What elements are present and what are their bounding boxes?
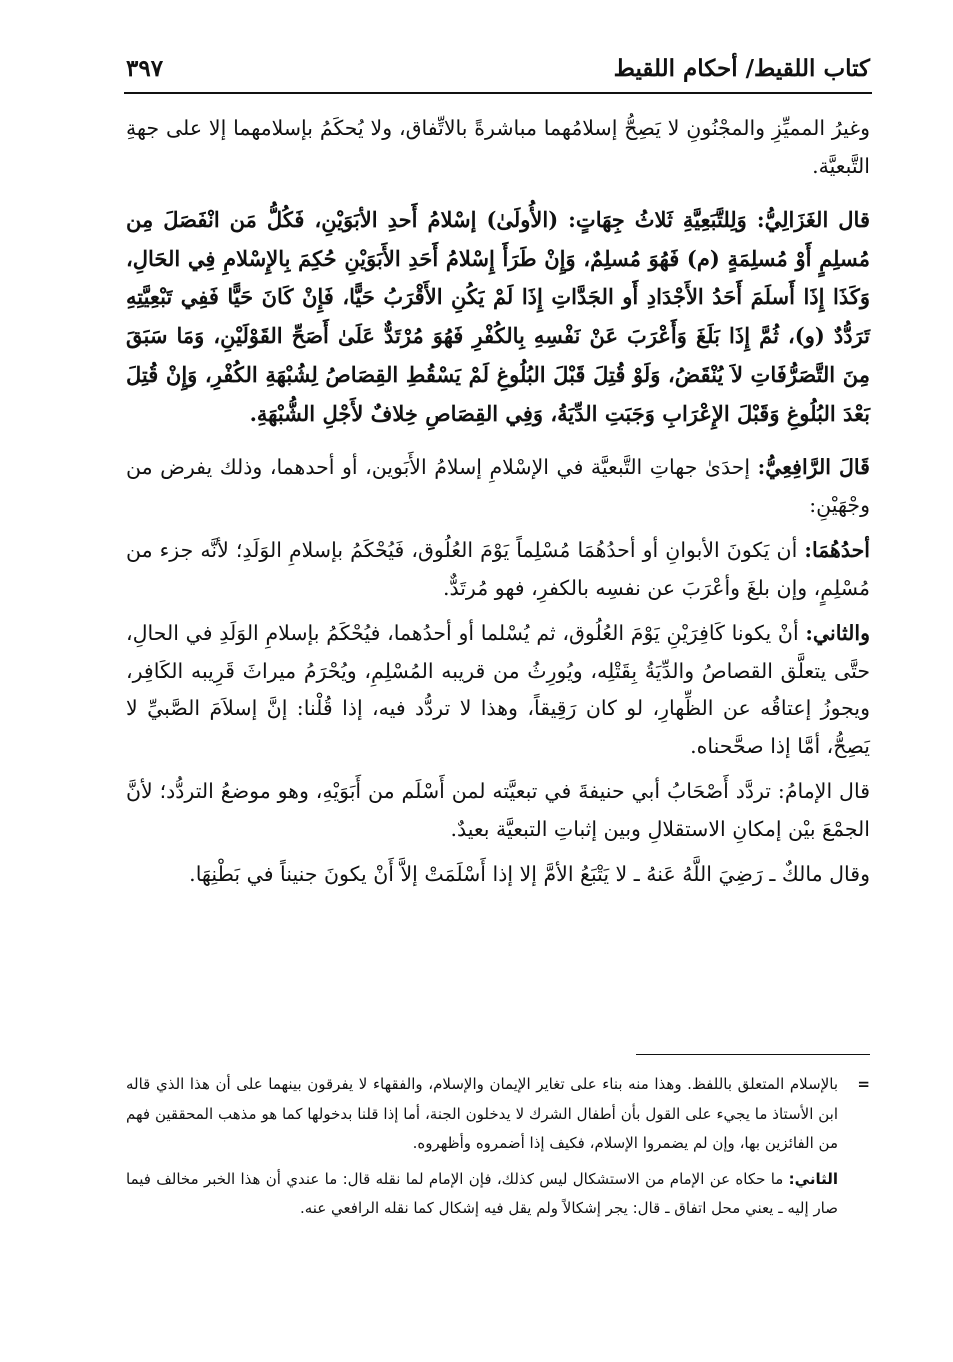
paragraph-malik: وقال مالكٌ ـ رَضِيَ اللَّهُ عَنهُ ـ لا يَتْبَعُ الأمَّ إلا إذا أَسْلَمَتْ إلاَّ أَنْ يكونَ جنيناً في بَطْنِهَا. [189, 862, 870, 887]
first-way-text: أن يَكونَ الأبوانِ أو أحدُهُمَا مُسْلِماً يَوْمَ العُلُوق، فَيُحْكَمُ بإسلامِ الوَلَدِ؛ لأنَّه جزء من مُسْلِمٍ، وإن بلغَ وأعْرَبَ عن نفسِه بالكفرِ، فهو مُرتَدٌّ. [126, 538, 870, 600]
rafii-lead: قَالَ الرَّافِعِيُّ: [757, 455, 870, 480]
footnote-divider [636, 1054, 870, 1055]
paragraph-imam: قال الإمامُ: تردَّد أَصْحَابُ أبي حنيفةَ في تبعيَّته لمن أَسْلَم من أَبَوَيْهِ، وهو موضعُ التردُّد؛ لأنَّ الجمْعَ بيْن إمكانِ الاستقلالِ وبين إثباتِ التبعيَّة بعيدٌ. [126, 779, 870, 841]
page-header [126, 46, 870, 90]
first-way-lead: أحدُهُمَا: [804, 538, 870, 563]
paragraph-ghazali [126, 201, 870, 433]
paragraph-second-way [126, 615, 870, 765]
running-title: كتاب اللقيط/ أحكام اللقيط [613, 54, 870, 82]
page-number: ٣٩٧ [126, 54, 164, 82]
paragraph-rafii [126, 449, 870, 524]
footnote-1-text: بالإسلام المتعلق باللفظ. وهذا منه بناء على تغاير الإيمان والإسلام، والفقهاء لا يفرقون بينهما على أن هذا الذي قاله ابن الأستاذ ما يجيء على القول بأن أطفال الشرك لا يدخلون الجنة، أما إذا قلنا بدخولها كما هو مذهب المحققين فهم من الفائزين بها، وإن لم يضمروا الإسلام، فكيف إذا أضمروه وأظهروه. [126, 1075, 838, 1152]
footnote-2-text: ما حكاه عن الإمام من الاستشكال ليس كذلك، فإن الإمام لما نقله قال: ما عندي أن هذا الخبر مخالف فيما صار إليه ـ يعني محل اتفاق ـ قال: يجر إشكالاً ولم يقل فيه إشكال كما نقله الرافعي عنه. [126, 1169, 838, 1217]
header-divider [124, 92, 872, 94]
rafii-text: إحدَىٰ جهاتِ التَّبعيَّة في الإسْلامِ إسلامُ الأَبَوين، أو أحدهما، وذلك يفرض من وجْهَيْنِ: [126, 455, 870, 517]
ghazali-text: وَلِلتَّبَعِيَّةِ ثَلاثُ جِهَاتٍ: (الأُولَىٰ) إسْلامُ أَحدِ الأبَوَيْنِ، فَكُلُّ مَن انْفَصَلَ مِن مُسلِمٍ أَوْ مُسلِمَةٍ (م) فَهُوَ مُسلِمٌ، وَإِنْ طَرَأَ إِسْلامُ أَحَدِ الأَبَوَيْنِ حُكِمَ بِالإِسْلامِ فِي الحَالِ، وَكَذَا إِذَا أَسلَمَ أَحَدُ الأَجْدَادِ أَو الجَدَّاتِ إِذَا لَمْ يَكُنِ الأَقْرَبُ حَيًّا، فَإِنْ كَانَ حَيًّا فَفِي تَبْعِيَّتِهِ تَرَدُّدٌ (و)، ثُمَّ إِذَا بَلَغَ وَأَعْرَبَ عَنْ نَفْسِهِ بِالكُفْرِ فَهُوَ مُرْتَدٌّ عَلَىٰ أَصَحِّ القَوْلَيْنِ، وَمَا سَبَقَ مِنَ التَّصَرُّفَاتِ لاَ يُنْقَضُ، وَلَوْ قُتِلَ قَبْلَ البُلُوغِ لَمْ يَسْقُطِ القِصَاصُ لِشُبْهَةِ الكُفْرِ، وَإِنْ قُتِلَ بَعْدَ البُلُوغِ وَقَبْلَ الإِعْرَابِ وَجَبَتِ الدِّيَةُ، وَفِي القِصَاصِ خِلافٌ لأَجْلِ الشُّبْهَةِ. [126, 207, 871, 426]
footnote-2-lead: الثاني: [788, 1169, 838, 1188]
footnotes [126, 1070, 870, 1224]
footnote-1 [126, 1070, 870, 1159]
second-way-text: أنْ يكونا كَافِرَيْنِ يَوْمَ العُلُوق، ثم يُسْلما أو أحدُهما، فيُحْكَمُ بإسلامِ الوَلَدِ في الحالِ، حتَّى يتعلَّق القصاصُ والدِّيَةُ بِقَتْلِه، ويُورِثُ من قريبه المُسْلِمِ، ويُحْرَمُ ميراثَ قَرِيبه الكَافِر، ويجوزُ إعتاقُه عن الظِّهارِ، لو كان رَقِيقاً، وهذا لا تردُّد فيه، إذا قُلْنا: إنَّ إسلاَمَ الصَّبيِّ لا يَصِحُّ، أمَّا إذا صحَّحناه. [126, 621, 870, 758]
paragraph-1: وغيرُ المميِّزِ والمجْنُونِ لا يَصِحُّ إسلامُهما مباشرةً بالاتِّفاق، ولا يُحكَمُ بإسلامهما إلا على جهةِ التَّبعيَّة. [126, 116, 870, 178]
second-way-lead: والثاني: [805, 621, 870, 646]
main-text [126, 110, 870, 894]
paragraph-first-way [126, 532, 870, 607]
footnote-continuation-marker: = [857, 1075, 870, 1093]
ghazali-lead: قال الغَزَالِيُّ: [756, 207, 870, 232]
footnote-2 [126, 1165, 870, 1224]
